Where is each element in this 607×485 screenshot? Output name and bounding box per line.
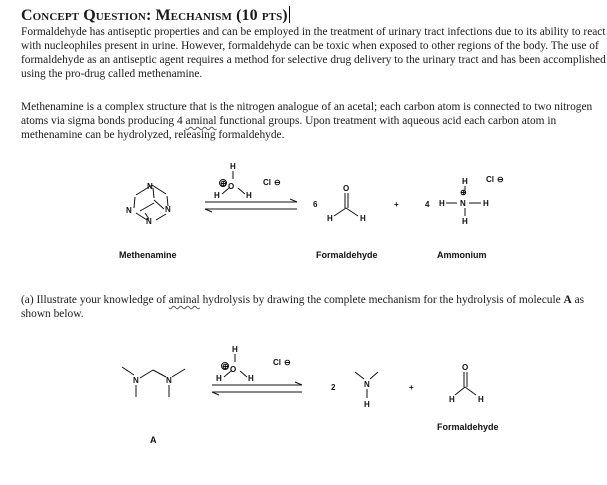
chloride-3: Cl xyxy=(273,358,281,367)
equilibrium-arrows-2 xyxy=(212,382,302,395)
equilibrium-arrows-1 xyxy=(205,199,297,212)
formaldehyde-label-2: Formaldehyde xyxy=(437,422,499,432)
coef-ammonium: 4 xyxy=(425,200,430,209)
question-a-start: (a) Illustrate your knowledge of xyxy=(21,294,169,306)
hydronium-h-left: H xyxy=(214,191,220,200)
formaldehyde-h-right-1: H xyxy=(360,214,366,223)
amine-n: N xyxy=(364,380,370,389)
hydronium-h-top: H xyxy=(230,162,236,171)
formaldehyde-structure-2 xyxy=(449,363,484,404)
chloride-charge-2: ⊖ xyxy=(497,175,504,184)
formaldehyde-h-left-1: H xyxy=(327,214,333,223)
intro-paragraph-2-start: Methenamine is a complex structure that is the nitrogen analogue of an acetal; each carbon atom is connected to two nitrogen atoms via sigma bonds producing 4 xyxy=(21,101,593,127)
hydronium2-o: O xyxy=(230,365,237,374)
formaldehyde-o-2: O xyxy=(462,363,469,372)
ammonium-h-top: H xyxy=(462,177,468,186)
ammonium-h-right: H xyxy=(483,199,489,208)
question-a-end: as shown below. xyxy=(21,294,585,320)
plus-sign-1: + xyxy=(394,200,399,209)
hydronium-o: O xyxy=(228,182,235,191)
page-title: Concept Question: Mechanism (10 pts) xyxy=(21,7,288,24)
question-a-middle: hydrolysis by drawing the complete mechanism for the hydrolysis of molecule xyxy=(199,294,564,306)
molecule-a-n2: N xyxy=(166,376,172,385)
formaldehyde-h-left-2: H xyxy=(449,395,455,404)
molecule-a-ref: A xyxy=(563,294,572,306)
aminal-term: aminal xyxy=(185,115,217,127)
hydronium2-h-top: H xyxy=(232,345,238,354)
methenamine-n-top: N xyxy=(147,182,153,191)
intro-paragraph-2-end: functional groups. Upon treatment with aqueous acid each carbon atom in methenamine can be hydrolyzed, releasing formaldehyde. xyxy=(21,115,557,141)
ammonium-label: Ammonium xyxy=(437,250,487,260)
hydronium2-h-left: H xyxy=(216,374,222,383)
molecule-a-label: A xyxy=(150,435,157,445)
ammonium-n: N xyxy=(460,199,466,208)
hydronium-charge: ⊕ xyxy=(220,179,227,188)
formaldehyde-structure-1 xyxy=(327,184,366,223)
ammonium-charge: ⊕ xyxy=(460,188,467,197)
hydronium-reagent-1 xyxy=(214,162,281,200)
hydronium2-charge: ⊕ xyxy=(222,362,229,371)
chloride-1: Cl xyxy=(263,178,271,187)
chloride-charge-1: ⊖ xyxy=(274,178,281,187)
hydronium-h-right: H xyxy=(246,191,252,200)
molecule-a-structure xyxy=(122,367,185,397)
methenamine-structure xyxy=(126,182,171,226)
coef-amine: 2 xyxy=(331,383,336,392)
chloride-2: Cl xyxy=(486,175,494,184)
methenamine-n-right: N xyxy=(165,205,171,214)
dimethylamine-structure xyxy=(355,372,378,409)
formaldehyde-h-right-2: H xyxy=(478,395,484,404)
methenamine-n-bottom: N xyxy=(146,217,152,226)
formaldehyde-label-1: Formaldehyde xyxy=(316,250,378,260)
hydronium-reagent-2 xyxy=(216,345,291,383)
ammonium-structure xyxy=(439,175,504,226)
methenamine-label: Methenamine xyxy=(119,250,177,260)
ammonium-h-left: H xyxy=(439,199,445,208)
coef-formaldehyde: 6 xyxy=(313,200,318,209)
intro-paragraph-1: Formaldehyde has antiseptic properties and can be employed in the treatment of urinary tract infections due to its ability to react with nucleophiles present in urine. However, formaldehyde can be toxic when exposed to other regions of the body. The use of formaldehyde as an antiseptic agent requires a method for selective drug delivery to the urinary tract and has been accomplished using the pro-drug called methenamine. xyxy=(21,26,606,80)
plus-sign-2: + xyxy=(409,383,414,392)
formaldehyde-o-1: O xyxy=(343,184,350,193)
ammonium-h-bottom: H xyxy=(462,217,468,226)
aminal-term-2: aminal xyxy=(168,294,200,306)
chloride-charge-3: ⊖ xyxy=(284,358,291,367)
methenamine-n-left: N xyxy=(126,206,132,215)
hydronium2-h-right: H xyxy=(248,374,254,383)
molecule-a-n1: N xyxy=(133,376,139,385)
amine-h: H xyxy=(364,400,370,409)
